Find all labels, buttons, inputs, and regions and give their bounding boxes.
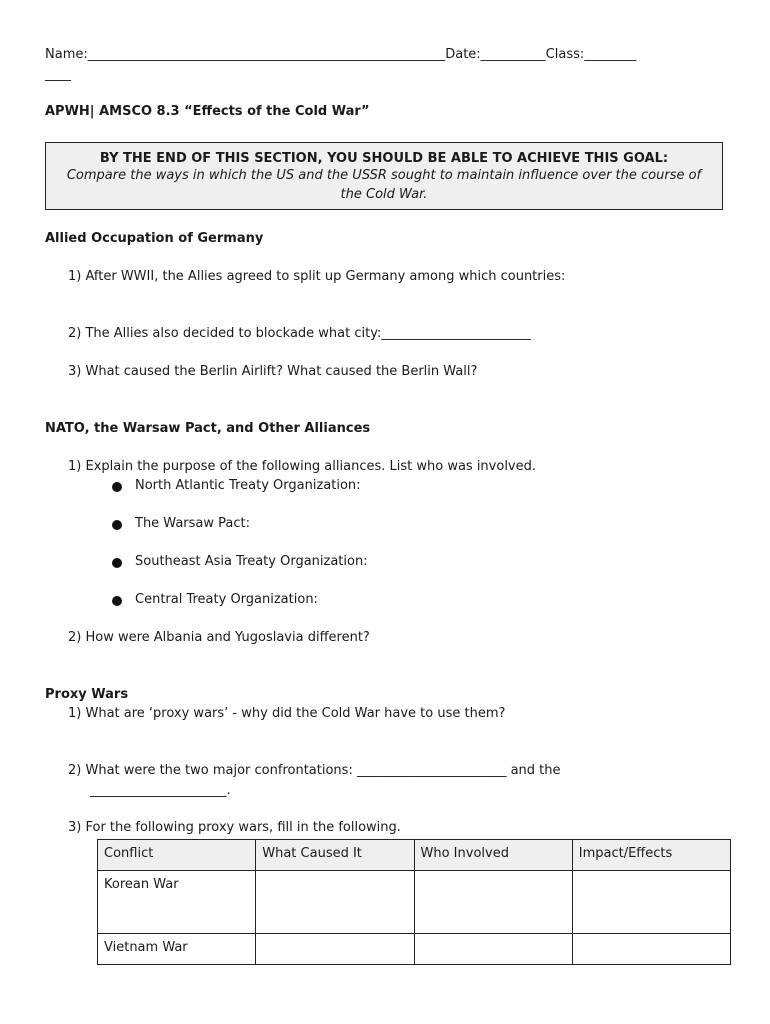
conflict-cell-vietnam-war: Vietnam War [98, 934, 256, 965]
germany-question-2: 2) The Allies also decided to blockade what city:_______________________ [68, 326, 531, 341]
table-row [98, 871, 731, 934]
name-line-overflow: ____ [45, 67, 71, 82]
answer-cell[interactable] [256, 934, 414, 965]
bullet-icon [112, 596, 122, 606]
proxy-question-2: 2) What were the two major confrontations: _______________________ and the [68, 763, 561, 778]
alliances-question-2: 2) How were Albania and Yugoslavia different? [68, 630, 370, 645]
bullet-icon [112, 558, 122, 568]
proxy-wars-table [97, 839, 731, 965]
alliance-item-warsaw: The Warsaw Pact: [135, 516, 250, 531]
goal-text: Compare the ways in which the US and the USSR sought to maintain influence over the course of the Cold War. [66, 168, 702, 202]
table-header-row [98, 840, 731, 871]
alliance-item-seato: Southeast Asia Treaty Organization: [135, 554, 368, 569]
alliance-item-nato: North Atlantic Treaty Organization: [135, 478, 361, 493]
table-row [98, 934, 731, 965]
proxy-question-2-continued: _____________________. [90, 783, 231, 798]
header-impact-effects: Impact/Effects [572, 840, 730, 871]
germany-question-3: 3) What caused the Berlin Airlift? What caused the Berlin Wall? [68, 364, 478, 379]
section-heading-germany: Allied Occupation of Germany [45, 231, 264, 246]
bullet-icon [112, 520, 122, 530]
answer-cell[interactable] [414, 871, 572, 934]
conflict-cell-korean-war: Korean War [98, 871, 256, 934]
bullet-icon [112, 482, 122, 492]
answer-cell[interactable] [256, 871, 414, 934]
answer-cell[interactable] [572, 934, 730, 965]
worksheet-title: APWH| AMSCO 8.3 “Effects of the Cold War” [45, 104, 370, 119]
germany-question-1: 1) After WWII, the Allies agreed to split up Germany among which countries: [68, 269, 566, 284]
section-heading-alliances: NATO, the Warsaw Pact, and Other Alliances [45, 421, 371, 436]
alliance-item-cento: Central Treaty Organization: [135, 592, 318, 607]
name-date-class-line: Name:_______________________________________________________Date:__________Class:________ [45, 47, 637, 62]
answer-cell[interactable] [414, 934, 572, 965]
proxy-question-1: 1) What are ‘proxy wars’ - why did the Cold War have to use them? [68, 706, 506, 721]
alliances-question-1: 1) Explain the purpose of the following alliances. List who was involved. [68, 459, 537, 474]
section-heading-proxy: Proxy Wars [45, 687, 129, 702]
header-who-involved: Who Involved [414, 840, 572, 871]
proxy-question-3: 3) For the following proxy wars, fill in the following. [68, 820, 401, 835]
header-what-caused-it: What Caused It [256, 840, 414, 871]
goal-heading: BY THE END OF THIS SECTION, YOU SHOULD BE ABLE TO ACHIEVE THIS GOAL: [99, 151, 669, 166]
answer-cell[interactable] [572, 871, 730, 934]
header-conflict: Conflict [98, 840, 256, 871]
learning-goal-box [45, 142, 723, 210]
